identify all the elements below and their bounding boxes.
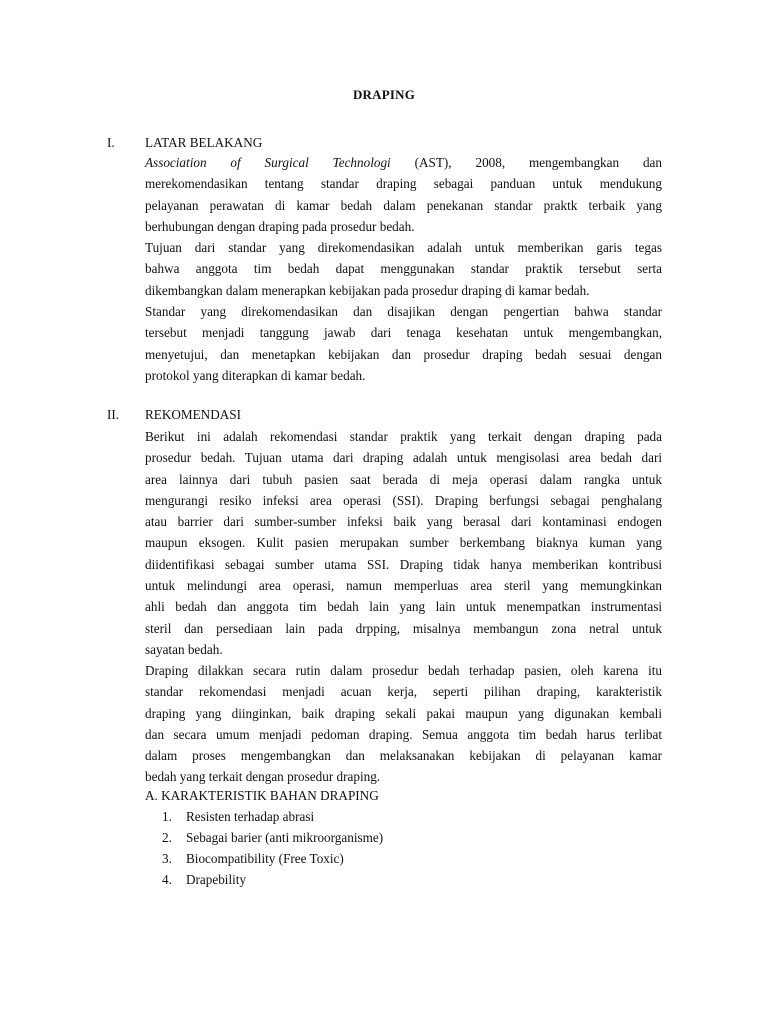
list-item-number: 4. bbox=[162, 872, 172, 887]
section-number: I. bbox=[107, 135, 115, 150]
paragraph-tujuan bbox=[145, 237, 662, 301]
paragraph-line: dikembangkan dalam menerapkan kebijakan pada prosedur draping di kamar bedah. bbox=[145, 282, 590, 298]
paragraph-line: dalam proses mengembangkan dan melaksanakan kebijakan di pelayanan kamar bbox=[145, 748, 662, 764]
paragraph-line: maupun eksogen. Kulit pasien merupakan sumber berkembang biaknya kuman yang bbox=[145, 535, 662, 551]
paragraph-line: protokol yang diterapkan di kamar bedah. bbox=[145, 367, 366, 383]
section-number: II. bbox=[107, 407, 120, 422]
paragraph-line: bahwa anggota tim bedah dapat menggunakan standar praktik tersebut serta bbox=[145, 261, 662, 277]
paragraph-draping-rutin bbox=[145, 660, 662, 788]
section-heading: REKOMENDASI bbox=[145, 407, 241, 422]
paragraph-line: atau barrier dari sumber-sumber infeksi baik yang berasal dari kontaminasi endogen bbox=[145, 514, 662, 530]
paragraph-line: pelayanan perawatan di kamar bedah dalam penekanan standar praktk terbaik yang bbox=[145, 197, 662, 213]
paragraph-line: ahli bedah dan anggota tim bedah lain yang lain untuk menempatkan instrumentasi bbox=[145, 599, 662, 615]
paragraph-line: diidentifikasi sebagai sumber utama SSI. Draping tidak hanya memberikan kontribusi bbox=[145, 556, 662, 572]
paragraph-line: Draping dilakkan secara rutin dalam prosedur bedah terhadap pasien, oleh karena itu bbox=[145, 663, 662, 678]
paragraph-rekomendasi bbox=[145, 426, 662, 660]
paragraph-line: menyetujui, dan menetapkan kebijakan dan prosedur draping bedah sesuai dengan bbox=[145, 346, 662, 362]
subsection-heading: A. KARAKTERISTIK BAHAN DRAPING bbox=[145, 788, 379, 803]
paragraph-line: bedah yang terkait dengan prosedur draping. bbox=[145, 769, 381, 785]
paragraph-line: tersebut menjadi tanggung jawab dari tenaga kesehatan untuk mengembangkan, bbox=[145, 325, 662, 341]
paragraph-line: prosedur bedah. Tujuan utama dari draping adalah untuk mengisolasi area bedah dari bbox=[145, 450, 662, 466]
paragraph-line: dan secara umum menjadi pedoman draping. Semua anggota tim bedah harus terlibat bbox=[145, 726, 662, 742]
paragraph-line: area lainnya dari tubuh pasien saat berada di meja operasi dalam rangka untuk bbox=[145, 471, 662, 487]
paragraph-line: mengurangi resiko infeksi area operasi (SSI). Draping berfungsi sebagai penghalang bbox=[145, 492, 662, 508]
list-item-text: Drapebility bbox=[186, 872, 247, 887]
section-heading: LATAR BELAKANG bbox=[145, 135, 263, 150]
list-item-number: 2. bbox=[162, 830, 172, 845]
paragraph-standar bbox=[145, 301, 662, 386]
list-item bbox=[162, 872, 246, 888]
paragraph-ast bbox=[145, 152, 662, 237]
list-item bbox=[162, 851, 344, 867]
paragraph-line: Standar yang direkomendasikan dan disajikan dengan pengertian bahwa standar bbox=[145, 304, 662, 319]
list-item-text: Resisten terhadap abrasi bbox=[186, 809, 315, 824]
paragraph-line: standar rekomendasi menjadi acuan kerja, seperti pilihan draping, karakteristik bbox=[145, 684, 662, 700]
list-item-text: Sebagai barier (anti mikroorganisme) bbox=[186, 830, 384, 845]
document-title: DRAPING bbox=[352, 87, 416, 102]
paragraph-line: Berikut ini adalah rekomendasi standar praktik yang terkait dengan draping pada bbox=[145, 429, 662, 444]
paragraph-line: steril dan persediaan lain pada drpping, misalnya membangun zona netral untuk bbox=[145, 620, 662, 636]
paragraph-line: merekomendasikan tentang standar draping sebagai panduan untuk mendukung bbox=[145, 176, 662, 192]
paragraph-line: untuk melindungi area operasi, namun memperluas area steril yang memungkinkan bbox=[145, 578, 662, 594]
list-item-number: 1. bbox=[162, 809, 172, 824]
paragraph-line: draping yang diinginkan, baik draping sekali pakai maupun yang digunakan kembali bbox=[145, 705, 662, 721]
list-item bbox=[162, 830, 383, 846]
list-item-number: 3. bbox=[162, 851, 172, 866]
paragraph-line: sayatan bedah. bbox=[145, 641, 223, 657]
paragraph-line: Association of Surgical Technologi (AST), 2008, mengembangkan dan bbox=[145, 155, 663, 170]
list-item bbox=[162, 809, 314, 825]
list-item-text: Biocompatibility (Free Toxic) bbox=[186, 851, 344, 866]
organization-name: Association of Surgical Technologi bbox=[145, 155, 391, 170]
paragraph-line: Tujuan dari standar yang direkomendasikan adalah untuk memberikan garis tegas bbox=[145, 240, 662, 255]
paragraph-line: berhubungan dengan draping pada prosedur bedah. bbox=[145, 218, 415, 234]
